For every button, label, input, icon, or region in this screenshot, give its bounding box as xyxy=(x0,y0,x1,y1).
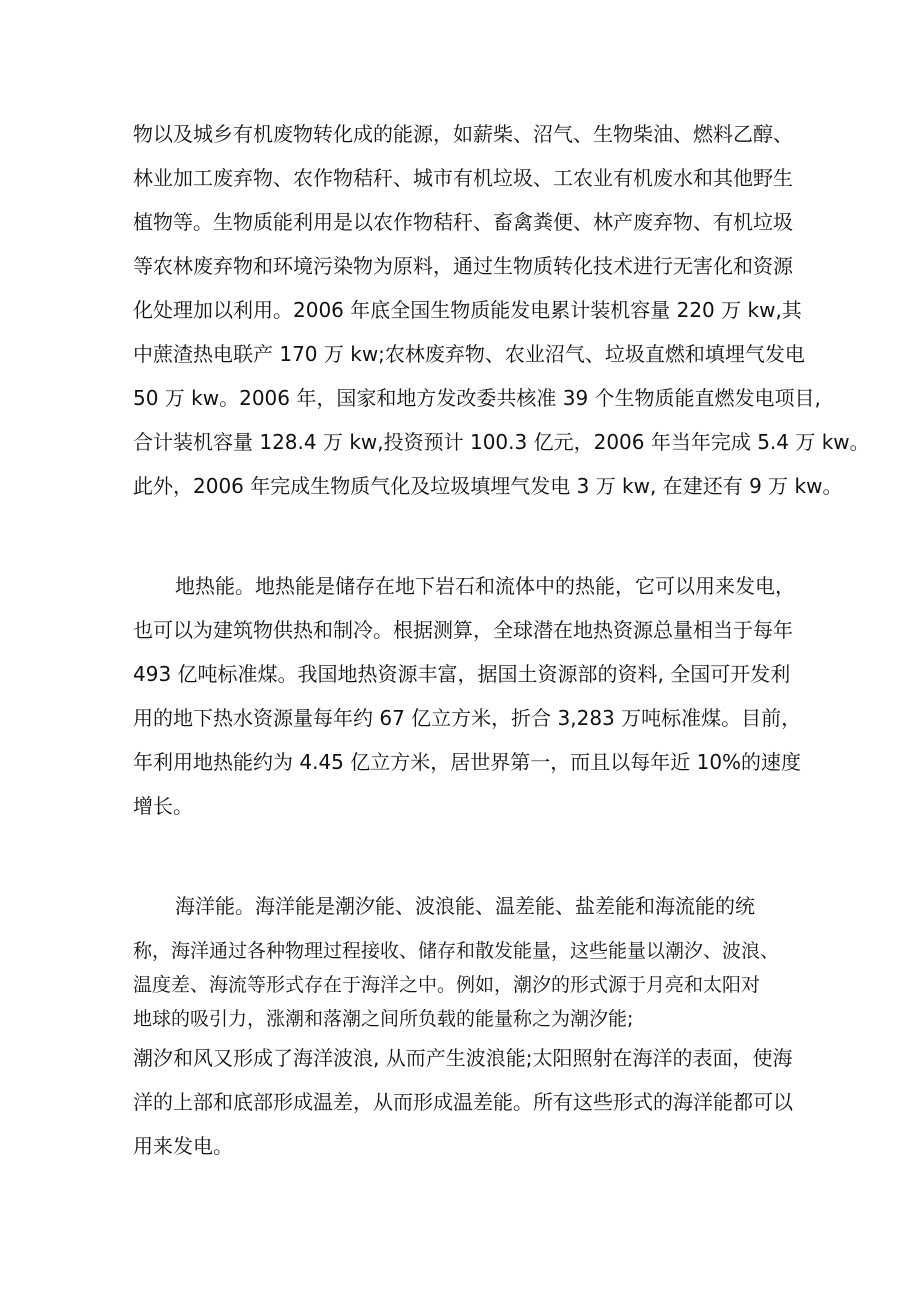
text-line: 50 万 kw。2006 年，国家和地方发改委共核准 39 个生物质能直燃发电项目, xyxy=(133,386,821,410)
text-line: 等农林废弃物和环境污染物为原料，通过生物质转化技术进行无害化和资源 xyxy=(133,254,793,278)
text-line: 用来发电。 xyxy=(133,1134,233,1158)
text-line: 物以及城乡有机废物转化成的能源，如薪柴、沼气、生物柴油、燃料乙醇、 xyxy=(133,122,793,146)
text-line: 植物等。生物质能利用是以农作物秸秆、畜禽粪便、林产废弃物、有机垃圾 xyxy=(133,210,793,234)
text-line: 此外，2006 年完成生物质气化及垃圾填埋气发电 3 万 kw, 在建还有 9 万 kw。 xyxy=(133,474,843,498)
text-line: 也可以为建筑物供热和制冷。根据测算，全球潜在地热资源总量相当于每年 xyxy=(133,618,793,642)
text-line: 称，海洋通过各种物理过程接收、储存和散发能量，这些能量以潮汐、波浪、 xyxy=(133,940,780,962)
text-line: 林业加工废弃物、农作物秸秆、城市有机垃圾、工农业有机废水和其他野生 xyxy=(133,166,793,190)
text-line: 地球的吸引力，涨潮和落潮之间所负载的能量称之为潮汐能; xyxy=(133,1008,634,1030)
text-line: 中蔗渣热电联产 170 万 kw;农林废弃物、农业沼气、垃圾直燃和填埋气发电 xyxy=(133,342,805,366)
text-line: 地热能。地热能是储存在地下岩石和流体中的热能，它可以用来发电， xyxy=(175,574,795,598)
text-line: 化处理加以利用。2006 年底全国生物质能发电累计装机容量 220 万 kw,其 xyxy=(133,298,802,322)
text-line: 493 亿吨标准煤。我国地热资源丰富，据国土资源部的资料, 全国可开发利 xyxy=(133,662,791,686)
text-line: 潮汐和风又形成了海洋波浪, 从而产生波浪能;太阳照射在海洋的表面，使海 xyxy=(133,1046,793,1070)
text-line: 洋的上部和底部形成温差，从而形成温差能。所有这些形式的海洋能都可以 xyxy=(133,1090,793,1114)
text-line: 合计装机容量 128.4 万 kw,投资预计 100.3 亿元，2006 年当年完成 5.4 万 kw。 xyxy=(133,430,870,454)
text-line: 增长。 xyxy=(133,794,193,818)
text-line: 年利用地热能约为 4.45 亿立方米，居世界第一，而且以每年近 10%的速度 xyxy=(133,750,802,774)
text-line: 用的地下热水资源量每年约 67 亿立方米，折合 3,283 万吨标准煤。目前， xyxy=(133,706,802,730)
text-line: 海洋能。海洋能是潮汐能、波浪能、温差能、盐差能和海流能的统 xyxy=(175,894,755,918)
text-line: 温度差、海流等形式存在于海洋之中。例如，潮汐的形式源于月亮和太阳对 xyxy=(133,974,761,996)
